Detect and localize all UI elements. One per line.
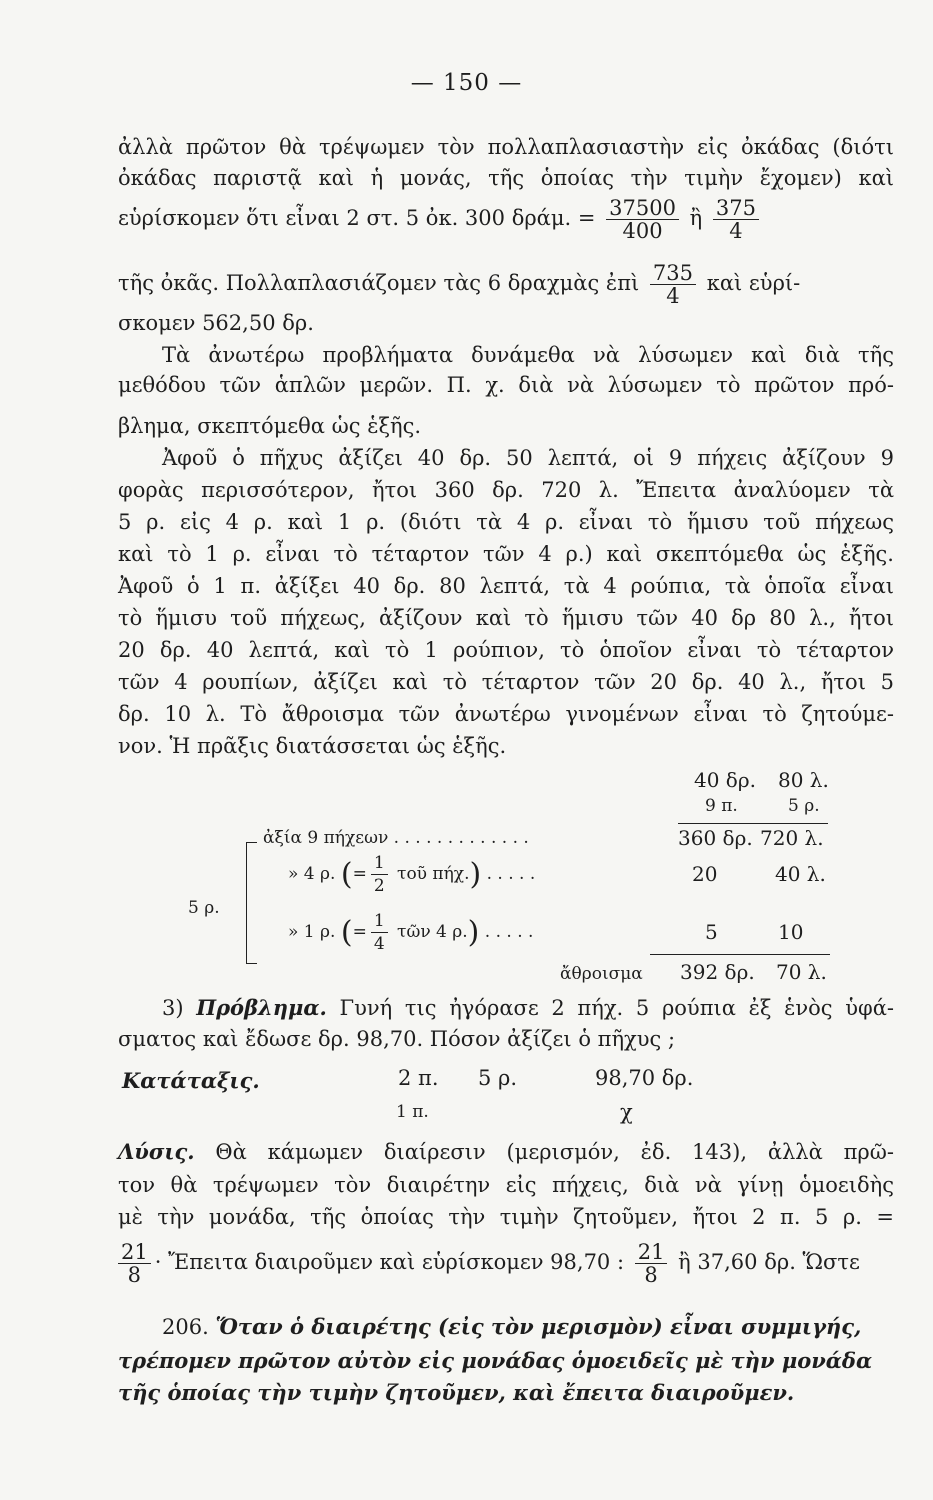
paren-close: ) — [467, 915, 480, 950]
calc-header-lepta: 80 λ. — [778, 768, 829, 792]
text-segment: τῆς ὀκᾶς. Πολλαπλασιάζομεν τὰς 6 δραχμὰς ἐπὶ — [118, 271, 640, 295]
text-segment: · Ἔπειτα διαιροῦμεν καὶ εὑρίσκομεν 98,70 : — [154, 1250, 625, 1274]
denominator: 8 — [644, 1263, 658, 1287]
calc-row-label: ἀξία 9 πήχεων . . . . . . . . . . . . . — [263, 828, 529, 848]
problem-statement-line — [162, 993, 894, 1023]
calc-multiplier-roupia: 5 ρ. — [788, 796, 820, 816]
numerator: 21 — [635, 1241, 668, 1264]
text-line: τὸ ἥμισυ τοῦ πήχεως, ἀξίζουν καὶ τὸ ἥμισυ τῶν 40 δρ 80 λ., ἤτοι — [118, 606, 894, 630]
rule-text: τῆς ὁποίας τὴν τιμὴν ζητοῦμεν, καὶ ἔπειτα διαιροῦμεν. — [118, 1380, 795, 1405]
numerator: 735 — [650, 262, 696, 285]
text-line-with-fractions — [118, 197, 894, 242]
denominator: 2 — [373, 876, 385, 896]
leader-dots: . . . . . — [486, 864, 536, 884]
fraction — [371, 852, 388, 897]
calc-value: 5 — [705, 920, 718, 944]
calc-group-label: 5 ρ. — [188, 898, 220, 918]
equals-sign: = — [352, 864, 367, 884]
fraction — [118, 1241, 151, 1286]
row-prefix: » 1 ρ. — [288, 922, 336, 942]
paren-open: ( — [340, 857, 353, 892]
calc-rule — [678, 823, 828, 824]
section-number: 206. — [162, 1315, 209, 1339]
arrangement-value: 2 π. — [398, 1066, 439, 1090]
arrangement-value: 1 π. — [396, 1102, 429, 1122]
calc-sum-rule — [650, 954, 830, 955]
calc-value: 40 λ. — [775, 862, 826, 886]
solution-line — [118, 1137, 894, 1167]
text-line: 20 δρ. 40 λεπτά, καὶ τὸ 1 ρούπιον, τὸ ὁποῖον εἶναι τὸ τέταρτον — [118, 638, 894, 662]
calc-sum-value: 392 δρ. — [680, 960, 755, 984]
text-line: ἀλλὰ πρῶτον θὰ τρέψωμεν τὸν πολλαπλασιαστὴν εἰς ὀκάδας (διότι — [118, 135, 894, 159]
row-suffix: τῶν 4 ρ. — [397, 922, 468, 942]
arrangement-heading: Κατάταξις. — [122, 1068, 260, 1093]
calc-value: 10 — [778, 920, 804, 944]
calc-multiplier-pecheis: 9 π. — [705, 796, 738, 816]
text-line-with-fraction — [118, 262, 894, 307]
paren-open: ( — [340, 915, 353, 950]
text-line: ὀκάδας παριστᾷ καὶ ἡ μονάς, τῆς ὁποίας τὴν τιμὴν ἔχομεν) καὶ — [118, 166, 894, 190]
fraction — [713, 197, 759, 242]
rule-line — [162, 1312, 894, 1342]
rule-text: Ὅταν ὁ διαιρέτης (εἰς τὸν μερισμὸν) εἶναι συμμιγής, — [215, 1314, 862, 1339]
calc-value: 720 λ. — [760, 826, 824, 850]
denominator: 8 — [127, 1263, 142, 1287]
text-line: καὶ τὸ 1 ρ. εἶναι τὸ τέταρτον τῶν 4 ρ.) καὶ σκεπτόμεθα ὡς ἑξῆς. — [118, 542, 894, 566]
group-brace — [246, 842, 257, 964]
calc-row — [288, 852, 535, 897]
fraction — [606, 197, 679, 242]
text-line: τῶν 4 ρουπίων, ἀξίζει καὶ τὸ τέταρτον τῶν 20 δρ. 40 λ., ἤτοι 5 — [118, 670, 894, 694]
text-segment: Γυνή τις ἠγόρασε 2 πήχ. 5 ρούπια ἐξ ἑνὸς ὑφά- — [339, 996, 894, 1020]
calc-value: 360 δρ. — [678, 826, 753, 850]
denominator: 4 — [729, 219, 743, 243]
denominator: 400 — [622, 219, 663, 243]
problem-heading: Πρόβλημα. — [196, 995, 327, 1020]
numerator: 21 — [118, 1241, 151, 1264]
leader-dots: . . . . . — [484, 922, 534, 942]
paren-close: ) — [469, 857, 482, 892]
solution-heading: Λύσις. — [118, 1139, 195, 1164]
calc-sum-value: 70 λ. — [776, 960, 827, 984]
text-segment: καὶ εὑρί- — [706, 271, 801, 295]
text-line: βλημα, σκεπτόμεθα ὡς ἑξῆς. — [118, 414, 422, 438]
arrangement-unknown: χ — [620, 1100, 633, 1124]
numerator: 1 — [371, 910, 388, 933]
problem-number: 3) — [162, 996, 184, 1020]
numerator: 375 — [713, 197, 759, 220]
text-segment: Θὰ κάμωμεν διαίρεσιν (μερισμόν, ἐδ. 143), ἀλλὰ πρῶ- — [215, 1140, 894, 1164]
calc-sum-label: ἄθροισμα — [560, 964, 643, 984]
text-line: σματος καὶ ἔδωσε δρ. 98,70. Πόσον ἀξίζει ὁ πῆχυς ; — [118, 1027, 676, 1051]
calc-header-drachmas: 40 δρ. — [694, 768, 756, 792]
text-line: μὲ τὴν μονάδα, τῆς ὁποίας τὴν τιμὴν ζητοῦμεν, ἤτοι 2 π. 5 ρ. = — [118, 1205, 894, 1229]
denominator: 4 — [373, 934, 385, 954]
row-suffix: τοῦ πήχ. — [397, 864, 470, 884]
page-number: — 150 — — [410, 70, 523, 96]
text-line: σκομεν 562,50 δρ. — [118, 311, 314, 335]
text-line: Ἀφοῦ ὁ 1 π. ἀξίξει 40 δρ. 80 λεπτά, τὰ 4 ρούπια, τὰ ὁποῖα εἶναι — [118, 574, 894, 598]
equals-sign: = — [352, 922, 367, 942]
fraction — [371, 910, 388, 955]
denominator: 4 — [666, 284, 680, 308]
text-line: δρ. 10 λ. Τὸ ἄθροισμα τῶν ἀνωτέρω γινομένων εἶναι τὸ ζητούμε- — [118, 702, 894, 726]
numerator: 1 — [371, 852, 388, 875]
text-segment: ἢ — [689, 206, 703, 230]
numerator: 37500 — [606, 197, 679, 220]
arrangement-value: 5 ρ. — [478, 1066, 518, 1090]
text-line: νον. Ἡ πρᾶξις διατάσσεται ὡς ἑξῆς. — [118, 734, 507, 758]
text-line: Ἀφοῦ ὁ πῆχυς ἀξίζει 40 δρ. 50 λεπτά, οἱ 9 πήχεις ἀξίζουν 9 — [162, 446, 894, 470]
rule-text: τρέπομεν πρῶτον αὐτὸν εἰς μονάδας ὁμοειδεῖς μὲ τὴν μονάδα — [118, 1348, 873, 1373]
calc-row — [288, 910, 533, 955]
text-segment: ἢ 37,60 δρ. Ὥστε — [678, 1250, 860, 1274]
text-line: μεθόδου τῶν ἁπλῶν μερῶν. Π. χ. διὰ νὰ λύσωμεν τὸ πρῶτον πρό- — [118, 373, 894, 397]
fraction — [650, 262, 696, 307]
fraction — [635, 1241, 668, 1286]
arrangement-value: 98,70 δρ. — [595, 1066, 694, 1090]
text-segment: εὑρίσκομεν ὅτι εἶναι 2 στ. 5 ὀκ. 300 δράμ. = — [118, 206, 596, 230]
calc-value: 20 — [692, 862, 718, 886]
row-prefix: » 4 ρ. — [288, 864, 336, 884]
text-line: Τὰ ἀνωτέρω προβλήματα δυνάμεθα νὰ λύσωμεν καὶ διὰ τῆς — [162, 343, 894, 367]
text-line: τον θὰ τρέψωμεν τὸν διαιρέτην εἰς πήχεις, διὰ νὰ γίνῃ ὁμοειδὴς — [118, 1173, 894, 1197]
text-line-with-fractions — [118, 1241, 894, 1286]
text-line: 5 ρ. εἰς 4 ρ. καὶ 1 ρ. (διότι τὰ 4 ρ. εἶναι τὸ ἥμισυ τοῦ πήχεως — [118, 510, 894, 534]
text-line: φορὰς περισσότερον, ἤτοι 360 δρ. 720 λ. Ἔπειτα ἀναλύομεν τὰ — [118, 478, 894, 502]
